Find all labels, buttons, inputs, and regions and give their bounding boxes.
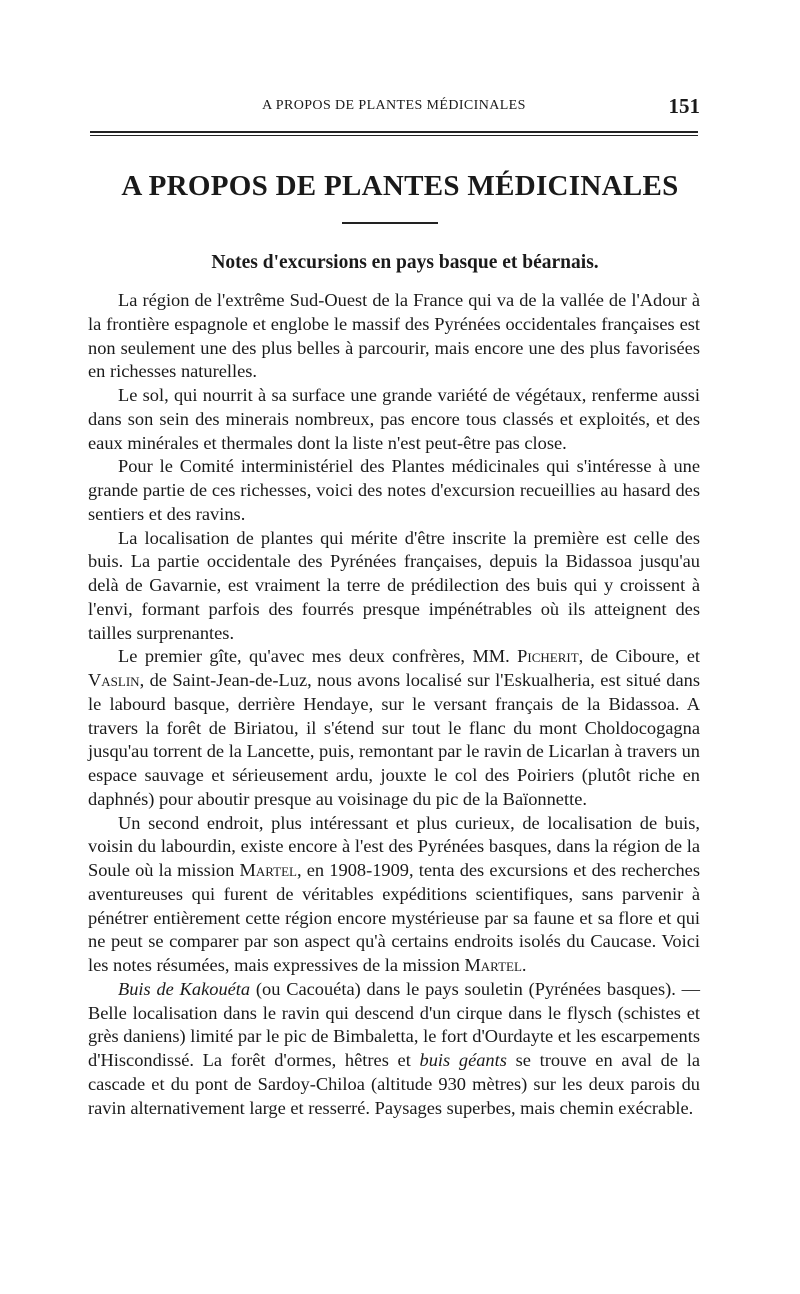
paragraph-5-text-b: , de Ciboure, et (578, 646, 700, 667)
italic-buis-geants: buis géants (419, 1050, 507, 1070)
person-name-vaslin: Vaslin (88, 670, 140, 690)
paragraph-5-text-a: Le premier gîte, qu'avec mes deux confrères, MM. (118, 646, 518, 667)
paragraph-7 (88, 978, 700, 1121)
header-rule (90, 131, 698, 136)
paragraph-1: La région de l'extrême Sud-Ouest de la France qui va de la vallée de l'Adour à la frontière espagnole et englobe le massif des Pyrénées occidentales françaises est non seulement une des plus belles à parcourir, mais encore une des plus favorisées en richesses naturelles. (88, 290, 700, 382)
article-body (88, 289, 700, 1120)
paragraph-6-text-c: . (521, 955, 527, 975)
paragraph-5 (88, 645, 700, 811)
title-rule (342, 222, 438, 224)
paragraph-2: Le sol, qui nourrit à sa surface une grande variété de végétaux, renferme aussi dans son sein des minerais nombreux, pas encore tous classés et exploités, et des eaux minérales et thermales dont la liste n'est peut-être pas close. (88, 385, 700, 453)
page-number: 151 (668, 94, 700, 118)
running-header (88, 96, 700, 120)
paragraph-4: La localisation de plantes qui mérite d'être inscrite la première est celle des buis. La partie occidentale des Pyrénées françaises, depuis la Bidassoa jusqu'au delà de Gavarnie, est vraiment la terre de prédilection des buis qui y croissent à l'envi, formant parfois des fourrés presque impénétrables où ils atteignent des tailles surprenantes. (88, 527, 700, 643)
article-subtitle: Notes d'excursions en pays basque et béarnais. (211, 252, 599, 273)
paragraph-6-text-b: , en 1908-1909, tenta des excursions et des recherches aventureuses qui furent de véritables expéditions scientifiques, sans parvenir à pénétrer entièrement cette région encore mystérieuse par sa faune et sa flore et qui ne peut se comparer par son aspect qu'à certains endroits isolés du Caucase. Voici les notes résumées, mais expressives de la mission (88, 860, 700, 975)
person-name-martel: Martel (239, 860, 297, 880)
paragraph-6 (88, 812, 700, 978)
paragraph-7-text-a: (ou Cacouéta) dans le pays souletin (Pyrénées basques). — Belle localisation dans le ravin qui descend d'un cirque dans le flysch (schistes et grès daniens) limité par le pic de Bimbaletta, le fort d'Ourdayte et les escarpements d'Hiscondissé. La forêt d'ormes, hêtres et (88, 978, 700, 1070)
paragraph-3: Pour le Comité interministériel des Plantes médicinales qui s'intéresse à une grande partie de ces richesses, voici des notes d'excursion recueillies au hasard des sentiers et des ravins. (88, 456, 700, 524)
article-title: A PROPOS DE PLANTES MÉDICINALES (121, 170, 679, 202)
paragraph-5-text-c: , de Saint-Jean-de-Luz, nous avons localisé sur l'Eskualheria, est situé dans le labourd basque, derrière Hendaye, sur le versant français de la Bidassoa. A travers la forêt de Biriatou, il s'étend sur tout le flanc du mont Choldocogagna jusqu'au torrent de la Lancette, puis, remontant par le ravin de Licarlan à travers un espace sauvage et sérieusement ardu, jouxte le col des Poiriers (plutôt riche en daphnés) pour aboutir presque au voisinage du pic de la Baïonnette. (88, 670, 701, 809)
paragraph-6-text-a: Un second endroit, plus intéressant et plus curieux, de localisation de buis, voisin du labourdin, existe encore à l'est des Pyrénées basques, dans la région de la Soule où la mission (88, 812, 700, 880)
person-name-martel-2: Martel (464, 955, 522, 975)
italic-buis-de-kakoueta: Buis de Kakouéta (118, 978, 251, 999)
person-name-picherit: Picherit (517, 646, 579, 667)
running-title: A PROPOS DE PLANTES MÉDICINALES (262, 98, 526, 113)
paragraph-7-text-b: se trouve en aval de la cascade et du pont de Sardoy-Chiloa (altitude 930 mètres) sur les deux parois du ravin alternativement large et resserré. Paysages superbes, mais chemin exécrable. (88, 1050, 700, 1118)
